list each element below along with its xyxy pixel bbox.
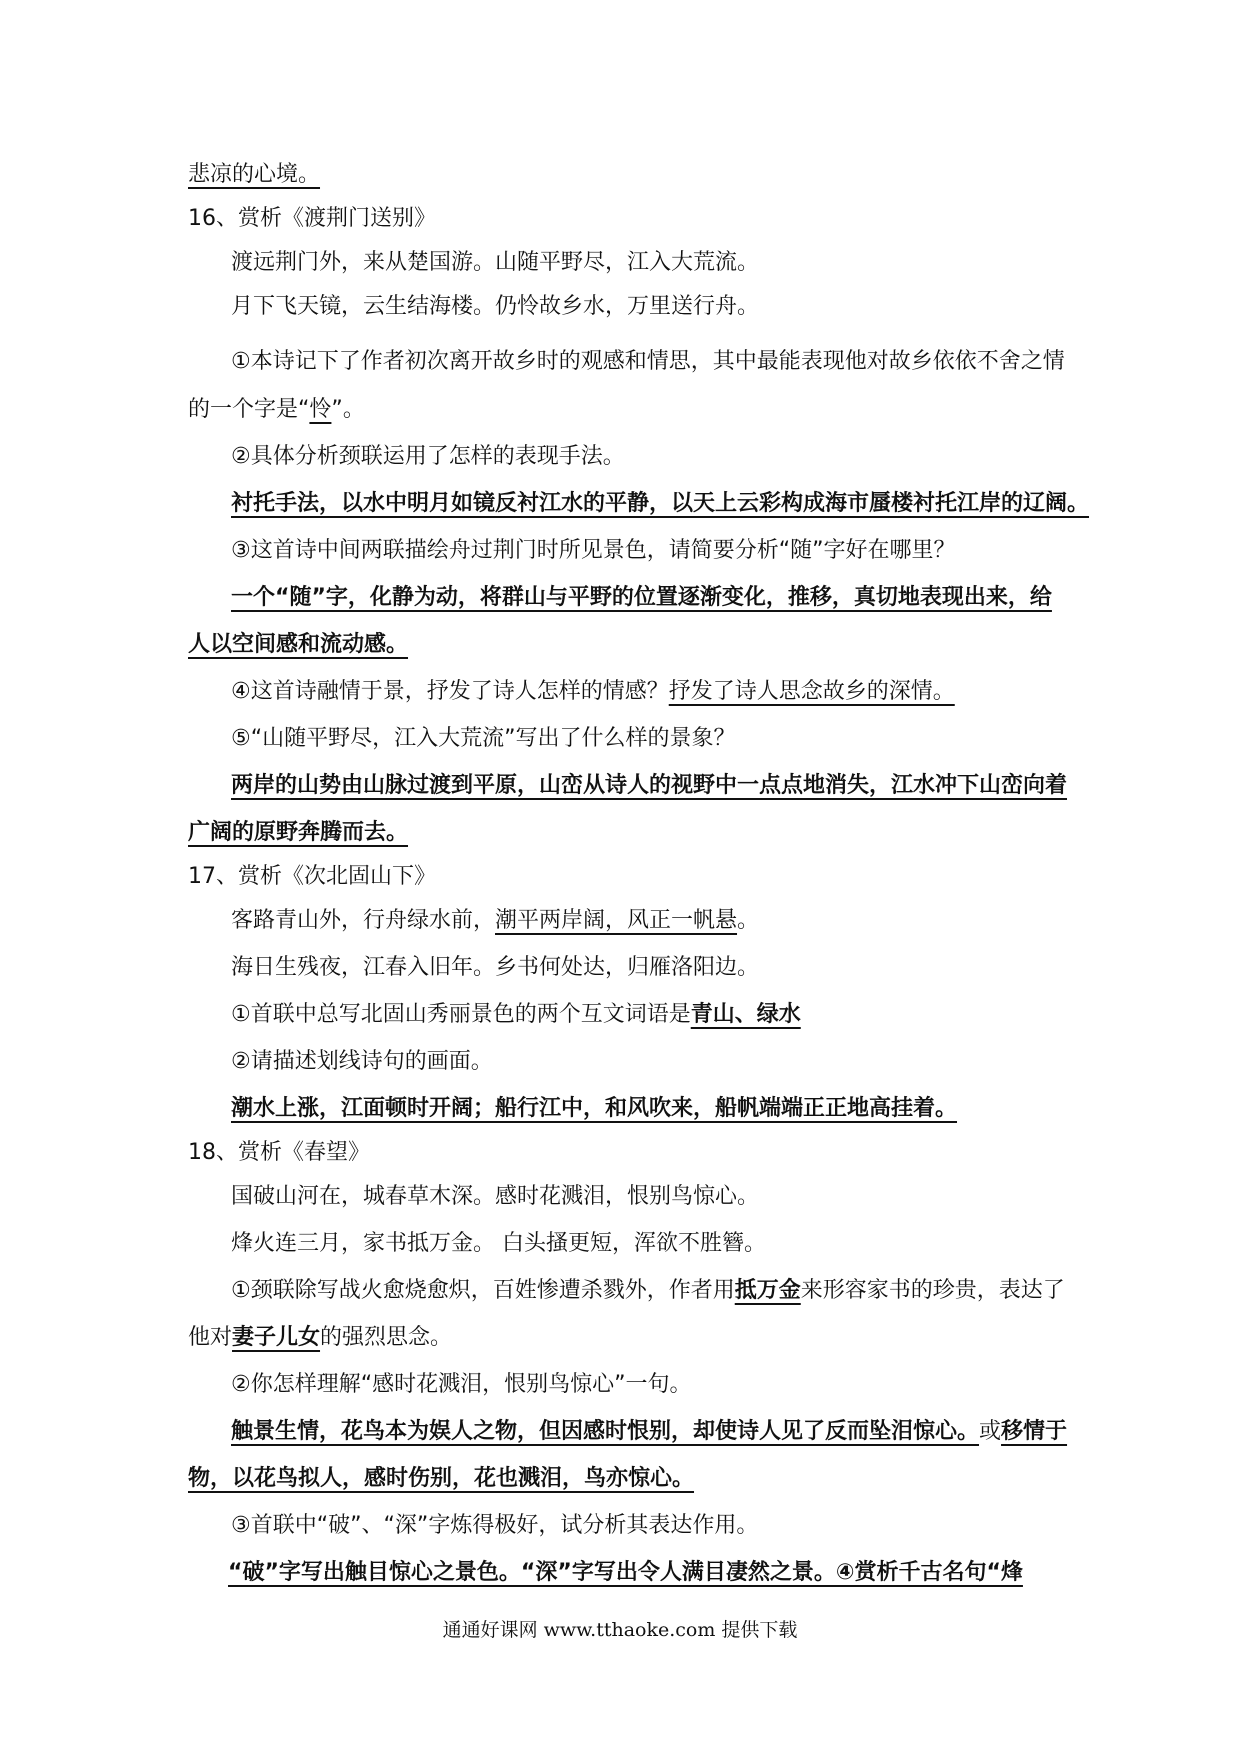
poem-line bbox=[0, 248, 1240, 278]
underlined-answer-text: 抒发了诗人思念故乡的深情。 bbox=[668, 679, 955, 704]
underlined-answer-text: 潮水上涨，江面顿时开阔；船行江中，和风吹来，船帆端端正正地高挂着。 bbox=[231, 1096, 958, 1121]
text-line bbox=[0, 160, 1240, 190]
text-segment: 烽火连三月，家书抵万金。 白头搔更短，浑欲不胜簪。 bbox=[231, 1231, 766, 1256]
answer-line bbox=[0, 1558, 1240, 1588]
question-line bbox=[0, 1511, 1240, 1541]
section-heading-17 bbox=[0, 862, 1240, 892]
section-heading-16 bbox=[0, 204, 1240, 234]
text-segment: ①本诗记下了作者初次离开故乡时的观感和情思，其中最能表现他对故乡依依不舍之情 bbox=[231, 349, 1065, 374]
question-line bbox=[0, 442, 1240, 472]
question-line bbox=[0, 1047, 1240, 1077]
underlined-answer-text: 衬托手法，以水中明月如镜反衬江水的平静，以天上云彩构成海市蜃楼衬托江岸的辽阔。 bbox=[231, 491, 1090, 516]
underlined-answer-text: 物，以花鸟拟人，感时伤别，花也溅泪，鸟亦惊心。 bbox=[188, 1466, 695, 1491]
underlined-answer-text: 移情于 bbox=[1001, 1419, 1068, 1444]
text-segment: 的强烈思念。 bbox=[320, 1325, 453, 1350]
question-line bbox=[0, 395, 1240, 425]
text-segment: 17、赏析《次北固山下》 bbox=[188, 864, 436, 889]
poem-line bbox=[0, 1182, 1240, 1212]
text-segment: ①颈联除写战火愈烧愈炽，百姓惨遭杀戮外，作者用 bbox=[231, 1278, 735, 1303]
text-segment: 。 bbox=[737, 908, 760, 933]
answer-line bbox=[0, 1094, 1240, 1124]
question-line bbox=[0, 1000, 1240, 1030]
poem-line bbox=[0, 292, 1240, 322]
text-segment: 海日生残夜，江春入旧年。乡书何处达，归雁洛阳边。 bbox=[231, 955, 760, 980]
text-segment: 18、赏析《春望》 bbox=[188, 1140, 370, 1165]
answer-line bbox=[0, 818, 1240, 848]
poem-line bbox=[0, 1229, 1240, 1259]
answer-line bbox=[0, 489, 1240, 519]
text-segment: 的一个字是“ bbox=[188, 397, 310, 422]
answer-line bbox=[0, 583, 1240, 613]
text-segment: ③首联中“破”、“深”字炼得极好，试分析其表达作用。 bbox=[231, 1513, 759, 1538]
underlined-answer-text: 两岸的山势由山脉过渡到平原，山峦从诗人的视野中一点点地消失，江水冲下山峦向着 bbox=[231, 773, 1068, 798]
text-segment: ⑤“山随平野尽，江入大荒流”写出了什么样的景象？ bbox=[231, 726, 736, 751]
question-line bbox=[0, 347, 1240, 377]
text-segment: ②具体分析颈联运用了怎样的表现手法。 bbox=[231, 444, 625, 469]
underlined-answer-text: 触景生情，花鸟本为娱人之物，但因感时恨别，却使诗人见了反而坠泪惊心。 bbox=[231, 1419, 980, 1444]
text-segment: ①首联中总写北固山秀丽景色的两个互文词语是 bbox=[231, 1002, 691, 1027]
text-segment: 或 bbox=[979, 1419, 1002, 1444]
answer-line bbox=[0, 1417, 1240, 1447]
text-segment: 月下飞天镜，云生结海楼。仍怜故乡水，万里送行舟。 bbox=[231, 294, 760, 319]
underlined-answer-text: 一个“随”字，化静为动，将群山与平野的位置逐渐变化，推移，真切地表现出来，给 bbox=[231, 585, 1052, 610]
poem-line bbox=[0, 906, 1240, 936]
underlined-answer-text: 妻子儿女 bbox=[232, 1325, 321, 1350]
question-line bbox=[0, 1370, 1240, 1400]
text-segment: 渡远荆门外，来从楚国游。山随平野尽，江入大荒流。 bbox=[231, 250, 760, 275]
question-line bbox=[0, 1323, 1240, 1353]
question-line bbox=[0, 536, 1240, 566]
underlined-answer-text: “破”字写出触目惊心之景色。“深”字写出令人满目凄然之景。④赏析千古名句“烽 bbox=[228, 1560, 1023, 1585]
underlined-answer-text: 悲凉的心境。 bbox=[188, 162, 321, 187]
text-segment: 客路青山外，行舟绿水前， bbox=[231, 908, 496, 933]
underlined-answer-text: 抵万金 bbox=[734, 1278, 801, 1303]
underlined-answer-text: 人以空间感和流动感。 bbox=[188, 632, 409, 657]
text-segment: 来形容家书的珍贵，表达了 bbox=[800, 1278, 1065, 1303]
text-segment: ④这首诗融情于景，抒发了诗人怎样的情感？ bbox=[231, 679, 669, 704]
underlined-answer-text: 潮平两岸阔，风正一帆悬 bbox=[495, 908, 738, 933]
text-segment: 国破山河在，城春草木深。感时花溅泪，恨别鸟惊心。 bbox=[231, 1184, 760, 1209]
underlined-answer-text: 广阔的原野奔腾而去。 bbox=[188, 820, 409, 845]
text-segment: 16、赏析《渡荆门送别》 bbox=[188, 206, 436, 231]
text-segment: ②你怎样理解“感时花溅泪，恨别鸟惊心”一句。 bbox=[231, 1372, 692, 1397]
question-line bbox=[0, 1276, 1240, 1306]
answer-line bbox=[0, 771, 1240, 801]
question-line bbox=[0, 677, 1240, 707]
text-segment: 他对 bbox=[188, 1325, 233, 1350]
poem-line bbox=[0, 953, 1240, 983]
question-line bbox=[0, 724, 1240, 754]
answer-line bbox=[0, 630, 1240, 660]
text-segment: ”。 bbox=[331, 397, 365, 422]
underlined-answer-text: 青山、绿水 bbox=[690, 1002, 801, 1027]
text-segment: ②请描述划线诗句的画面。 bbox=[231, 1049, 493, 1074]
underlined-answer-text: 怜 bbox=[309, 397, 332, 422]
section-heading-18 bbox=[0, 1138, 1240, 1168]
page-footer: 通通好课网 www.tthaoke.com 提供下载 bbox=[442, 1619, 798, 1641]
text-segment: ③这首诗中间两联描绘舟过荆门时所见景色，请简要分析“随”字好在哪里？ bbox=[231, 538, 956, 563]
answer-line bbox=[0, 1464, 1240, 1494]
